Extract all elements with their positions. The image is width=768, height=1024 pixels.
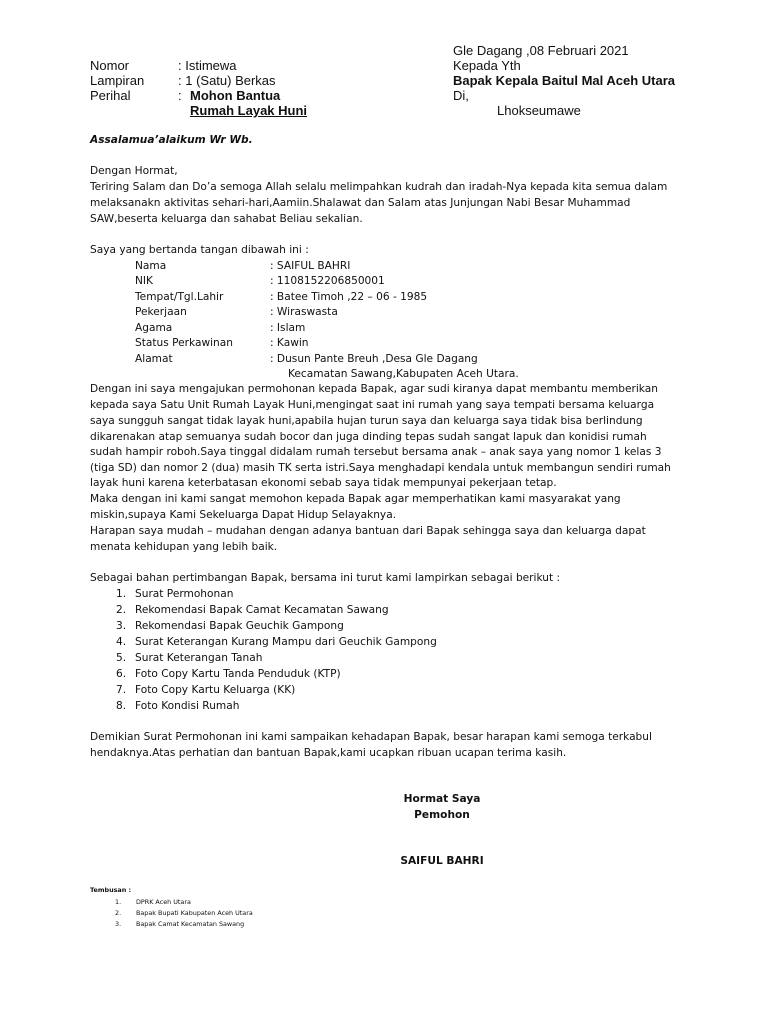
identity-label: Tempat/Tgl.Lahir xyxy=(135,291,224,303)
attachment-num: 4. xyxy=(116,636,127,648)
attachment-item: Surat Keterangan Kurang Mampu dari Geuchik Gampong xyxy=(135,636,437,648)
identity-label: NIK xyxy=(135,275,153,287)
identity-value: : 1108152206850001 xyxy=(270,275,385,287)
lampiran-label: Lampiran xyxy=(90,73,145,88)
closing-line: Demikian Surat Permohonan ini kami sampaikan kehadapan Bapak, besar harapan kami semoga terkabul xyxy=(90,731,652,743)
perihal-colon: : xyxy=(178,88,182,103)
address-line2: Kecamatan Sawang,Kabupaten Aceh Utara. xyxy=(288,368,519,380)
attachment-item: Rekomendasi Bapak Camat Kecamatan Sawang xyxy=(135,604,389,616)
kepada-label: Kepada Yth xyxy=(453,58,521,73)
attachment-num: 1. xyxy=(116,588,127,600)
tembusan-item: Bapak Bupati Kabupaten Aceh Utara xyxy=(136,909,253,917)
identity-label: Alamat xyxy=(135,353,173,365)
intro-text: Saya yang bertanda tangan dibawah ini : xyxy=(90,244,309,256)
attachment-num: 2. xyxy=(116,604,127,616)
opening-line: Teriring Salam dan Do’a semoga Allah selalu melimpahkan kudrah dan iradah-Nya kepada kita semua dalam xyxy=(90,181,668,193)
attachment-item: Rekomendasi Bapak Geuchik Gampong xyxy=(135,620,344,632)
attachments-intro: Sebagai bahan pertimbangan Bapak, bersama ini turut kami lampirkan sebagai berikut : xyxy=(90,572,561,584)
body-line: saya sungguh sangat tidak layak huni,apabila hujan turun saya dan keluarga saya tidak bisa berlindung xyxy=(90,415,643,427)
perihal-line2: Rumah Layak Huni xyxy=(190,103,308,118)
identity-value: : Islam xyxy=(270,322,306,334)
identity-value: : Dusun Pante Breuh ,Desa Gle Dagang xyxy=(270,353,478,365)
recipient-city: Lhokseumawe xyxy=(497,103,581,118)
tembusan-item: Bapak Camat Kecamatan Sawang xyxy=(136,920,245,928)
attachment-num: 3. xyxy=(116,620,127,632)
body-line: menata kehidupan yang lebih baik. xyxy=(90,541,278,553)
tembusan-num: 1. xyxy=(115,898,122,906)
recipient: Bapak Kepala Baitul Mal Aceh Utara xyxy=(453,73,676,88)
body-line: Harapan saya mudah – mudahan dengan adanya bantuan dari Bapak sehingga saya dan keluarga dapat xyxy=(90,525,646,537)
attachment-item: Foto Copy Kartu Tanda Penduduk (KTP) xyxy=(135,668,341,680)
body-line: (tiga SD) dan nomor 2 (dua) masih TK serta istri.Saya menghadapi kendala untuk membangun sendiri rumah xyxy=(90,462,671,474)
perihal-line1: Mohon Bantua xyxy=(190,88,281,103)
identity-label: Agama xyxy=(135,322,173,334)
tembusan-num: 3. xyxy=(115,920,122,928)
attachment-item: Surat Permohonan xyxy=(135,588,234,600)
identity-value: : SAIFUL BAHRI xyxy=(270,260,351,272)
identity-value: : Kawin xyxy=(270,337,309,349)
body-line: Maka dengan ini kami sangat memohon kepada Bapak agar memperhatikan kami masyarakat yang xyxy=(90,493,621,505)
body-line: kepada saya Satu Unit Rumah Layak Huni,mengingat saat ini rumah yang saya tempati bersama keluarga xyxy=(90,399,655,411)
identity-label: Pekerjaan xyxy=(135,306,187,318)
identity-label: Nama xyxy=(135,260,167,272)
nomor-label: Nomor xyxy=(90,58,130,73)
body-line: dikarenakan atap semuanya sudah bocor dan juga dinding tepas sudah sangat lapuk dan konidisi rumah xyxy=(90,431,647,443)
nomor-value: : Istimewa xyxy=(178,58,237,73)
attachment-num: 6. xyxy=(116,668,127,680)
signature-greeting: Hormat Saya xyxy=(403,793,481,805)
tembusan-item: DPRK Aceh Utara xyxy=(136,898,191,906)
body-line: sudah hampir roboh.Saya tinggal didalam rumah tersebut bersama anak – anak saya yang nomor 1 kelas 3 xyxy=(90,446,662,458)
attachment-item: Foto Kondisi Rumah xyxy=(135,700,240,712)
attachment-num: 8. xyxy=(116,700,127,712)
lampiran-value: : 1 (Satu) Berkas xyxy=(178,73,276,88)
body-line: Dengan ini saya mengajukan permohonan kepada Bapak, agar sudi kiranya dapat membantu memberikan xyxy=(90,383,658,395)
di-label: Di, xyxy=(453,88,469,103)
tembusan-label: Tembusan : xyxy=(90,886,132,894)
signature-name: SAIFUL BAHRI xyxy=(400,855,484,867)
place-date: Gle Dagang ,08 Februari 2021 xyxy=(453,43,629,58)
tembusan-num: 2. xyxy=(115,909,122,917)
signature-role: Pemohon xyxy=(414,809,470,821)
salam: Assalamua’alaikum Wr Wb. xyxy=(90,134,253,146)
body-line: layak huni karena keterbatasan ekonomi sebab saya tidak mempunyai pekerjaan tetap. xyxy=(90,477,557,489)
opening-line: melaksanakn aktivitas sehari-hari,Aamiin.Shalawat dan Salam atas Junjungan Nabi Besar Muhammad xyxy=(90,197,631,209)
identity-value: : Batee Timoh ,22 – 06 - 1985 xyxy=(270,291,428,303)
attachment-item: Foto Copy Kartu Keluarga (KK) xyxy=(135,684,296,696)
attachment-item: Surat Keterangan Tanah xyxy=(135,652,263,664)
identity-value: : Wiraswasta xyxy=(270,306,338,318)
attachment-num: 5. xyxy=(116,652,127,664)
body-line: miskin,supaya Kami Sekeluarga Dapat Hidup Selayaknya. xyxy=(90,509,397,521)
opening-line: Dengan Hormat, xyxy=(90,165,178,177)
attachment-num: 7. xyxy=(116,684,127,696)
closing-line: hendaknya.Atas perhatian dan bantuan Bapak,kami ucapkan ribuan ucapan terima kasih. xyxy=(90,747,567,759)
identity-label: Status Perkawinan xyxy=(135,337,233,349)
perihal-label: Perihal xyxy=(90,88,131,103)
opening-line: SAW,beserta keluarga dan sahabat Beliau sekalian. xyxy=(90,213,363,225)
